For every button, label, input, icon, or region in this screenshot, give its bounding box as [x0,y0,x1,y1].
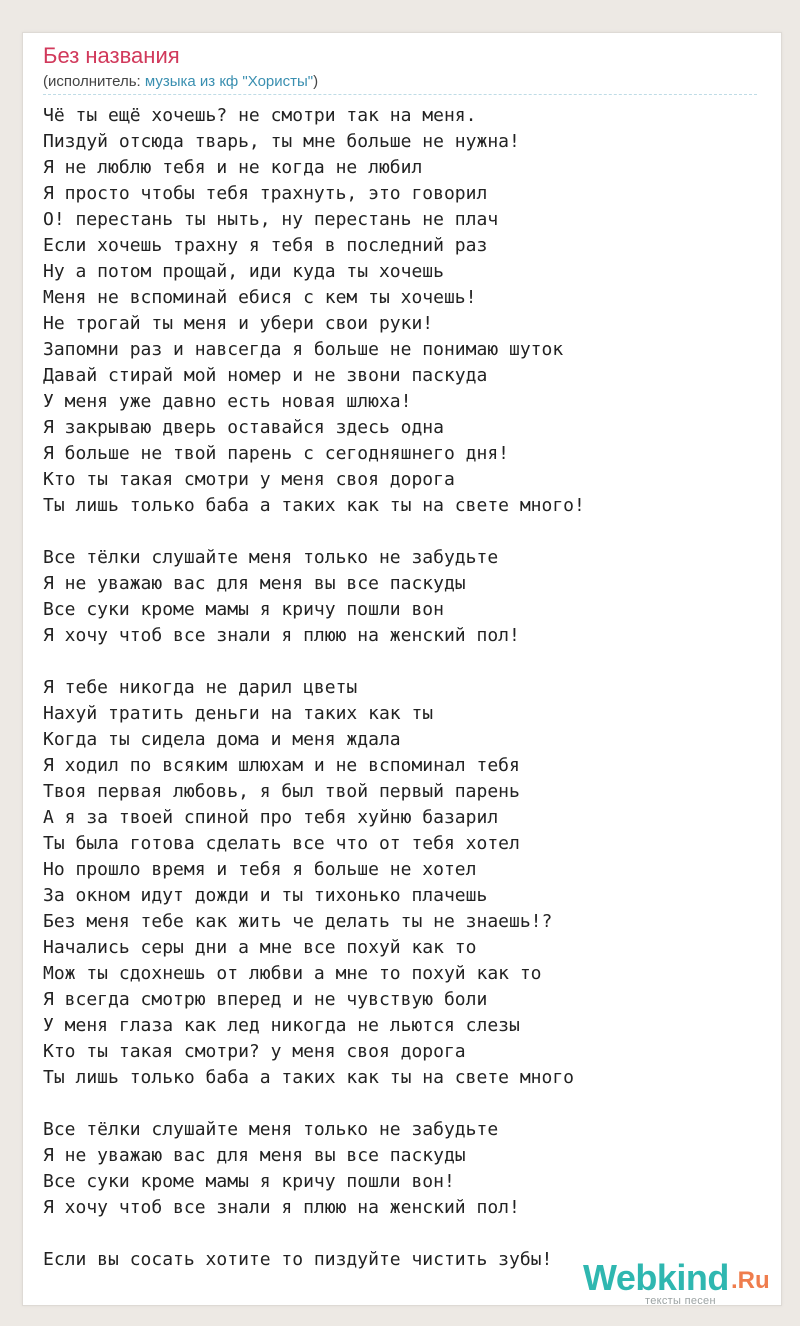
lyrics-line: Ты лишь только баба а таких как ты на свете много [43,1067,575,1088]
lyrics-line: Кто ты такая смотри? у меня своя дорога [43,1041,466,1062]
lyrics-line: Начались серы дни а мне все похуй как то [43,937,477,958]
lyrics-line: Я хочу чтоб все знали я плюю на женский пол! [43,625,520,646]
lyrics-line: Я хочу чтоб все знали я плюю на женский пол! [43,1197,520,1218]
site-logo[interactable] [583,1257,783,1307]
lyrics-line: Я просто чтобы тебя трахнуть, это говорил [43,183,488,204]
lyrics-line: Ты была готова сделать все что от тебя хотел [43,833,520,854]
lyrics-line: Нахуй тратить деньги на таких как ты [43,703,434,724]
lyrics-line: Запомни раз и навсегда я больше не понимаю шуток [43,339,564,360]
artist-line [43,73,318,90]
lyrics-line: Если хочешь трахну я тебя в последний раз [43,235,488,256]
lyrics-line: Чё ты ещё хочешь? не смотри так на меня. [43,105,477,126]
lyrics-line: Я ходил по всяким шлюхам и не вспоминал тебя [43,755,520,776]
lyrics-line: Я тебе никогда не дарил цветы [43,677,358,698]
lyrics-line: Если вы сосать хотите то пиздуйте чистить зубы! [43,1249,553,1270]
lyrics-line: Все суки кроме мамы я кричу пошли вон! [43,1171,455,1192]
lyrics-line: У меня уже давно есть новая шлюха! [43,391,412,412]
logo-tagline: тексты песен [645,1295,716,1307]
lyrics-line: Я не люблю тебя и не когда не любил [43,157,423,178]
lyrics-line: Мож ты сдохнешь от любви а мне то похуй как то [43,963,542,984]
lyrics-card [22,32,782,1306]
lyrics-line: Ты лишь только баба а таких как ты на свете много! [43,495,585,516]
song-title: Без названия [43,43,180,68]
lyrics-line: У меня глаза как лед никогда не льются слезы [43,1015,520,1036]
lyrics-line: Твоя первая любовь, я был твой первый парень [43,781,520,802]
lyrics-line: За окном идут дожди и ты тихонько плачешь [43,885,488,906]
lyrics-line: Все тёлки слушайте меня только не забудьте [43,547,499,568]
divider [43,94,757,95]
artist-prefix: (исполнитель: [43,73,145,90]
logo-wordmark: Webkind [583,1257,729,1298]
lyrics-line: Все суки кроме мамы я кричу пошли вон [43,599,444,620]
lyrics-line: Я не уважаю вас для меня вы все паскуды [43,573,466,594]
artist-link[interactable]: музыка из кф "Хористы" [144,73,314,90]
lyrics-line: Пиздуй отсюда тварь, ты мне больше не нужна! [43,131,520,152]
lyrics-line: О! перестань ты ныть, ну перестань не плач [43,209,499,230]
lyrics-line: Я не уважаю вас для меня вы все паскуды [43,1145,466,1166]
artist-suffix: ) [313,73,319,90]
lyrics-line: Давай стирай мой номер и не звони паскуда [43,365,488,386]
lyrics-line: Кто ты такая смотри у меня своя дорога [43,469,455,490]
lyrics-text [43,103,585,1273]
lyrics-line: А я за твоей спиной про тебя хуйню базарил [43,807,499,828]
lyrics-line: Не трогай ты меня и убери свои руки! [43,313,434,334]
logo-domain: .Ru [731,1267,770,1294]
lyrics-line: Меня не вспоминай ебися с кем ты хочешь! [43,287,477,308]
lyrics-line: Все тёлки слушайте меня только не забудьте [43,1119,499,1140]
lyrics-line: Но прошло время и тебя я больше не хотел [43,859,477,880]
lyrics-line: Я всегда смотрю вперед и не чувствую боли [43,989,488,1010]
lyrics-line: Я больше не твой парень с сегодняшнего дня! [43,443,509,464]
lyrics-line: Без меня тебе как жить че делать ты не знаешь!? [43,911,553,932]
lyrics-line: Я закрываю дверь оставайся здесь одна [43,417,444,438]
lyrics-line: Когда ты сидела дома и меня ждала [43,729,401,750]
lyrics-line: Ну а потом прощай, иди куда ты хочешь [43,261,444,282]
